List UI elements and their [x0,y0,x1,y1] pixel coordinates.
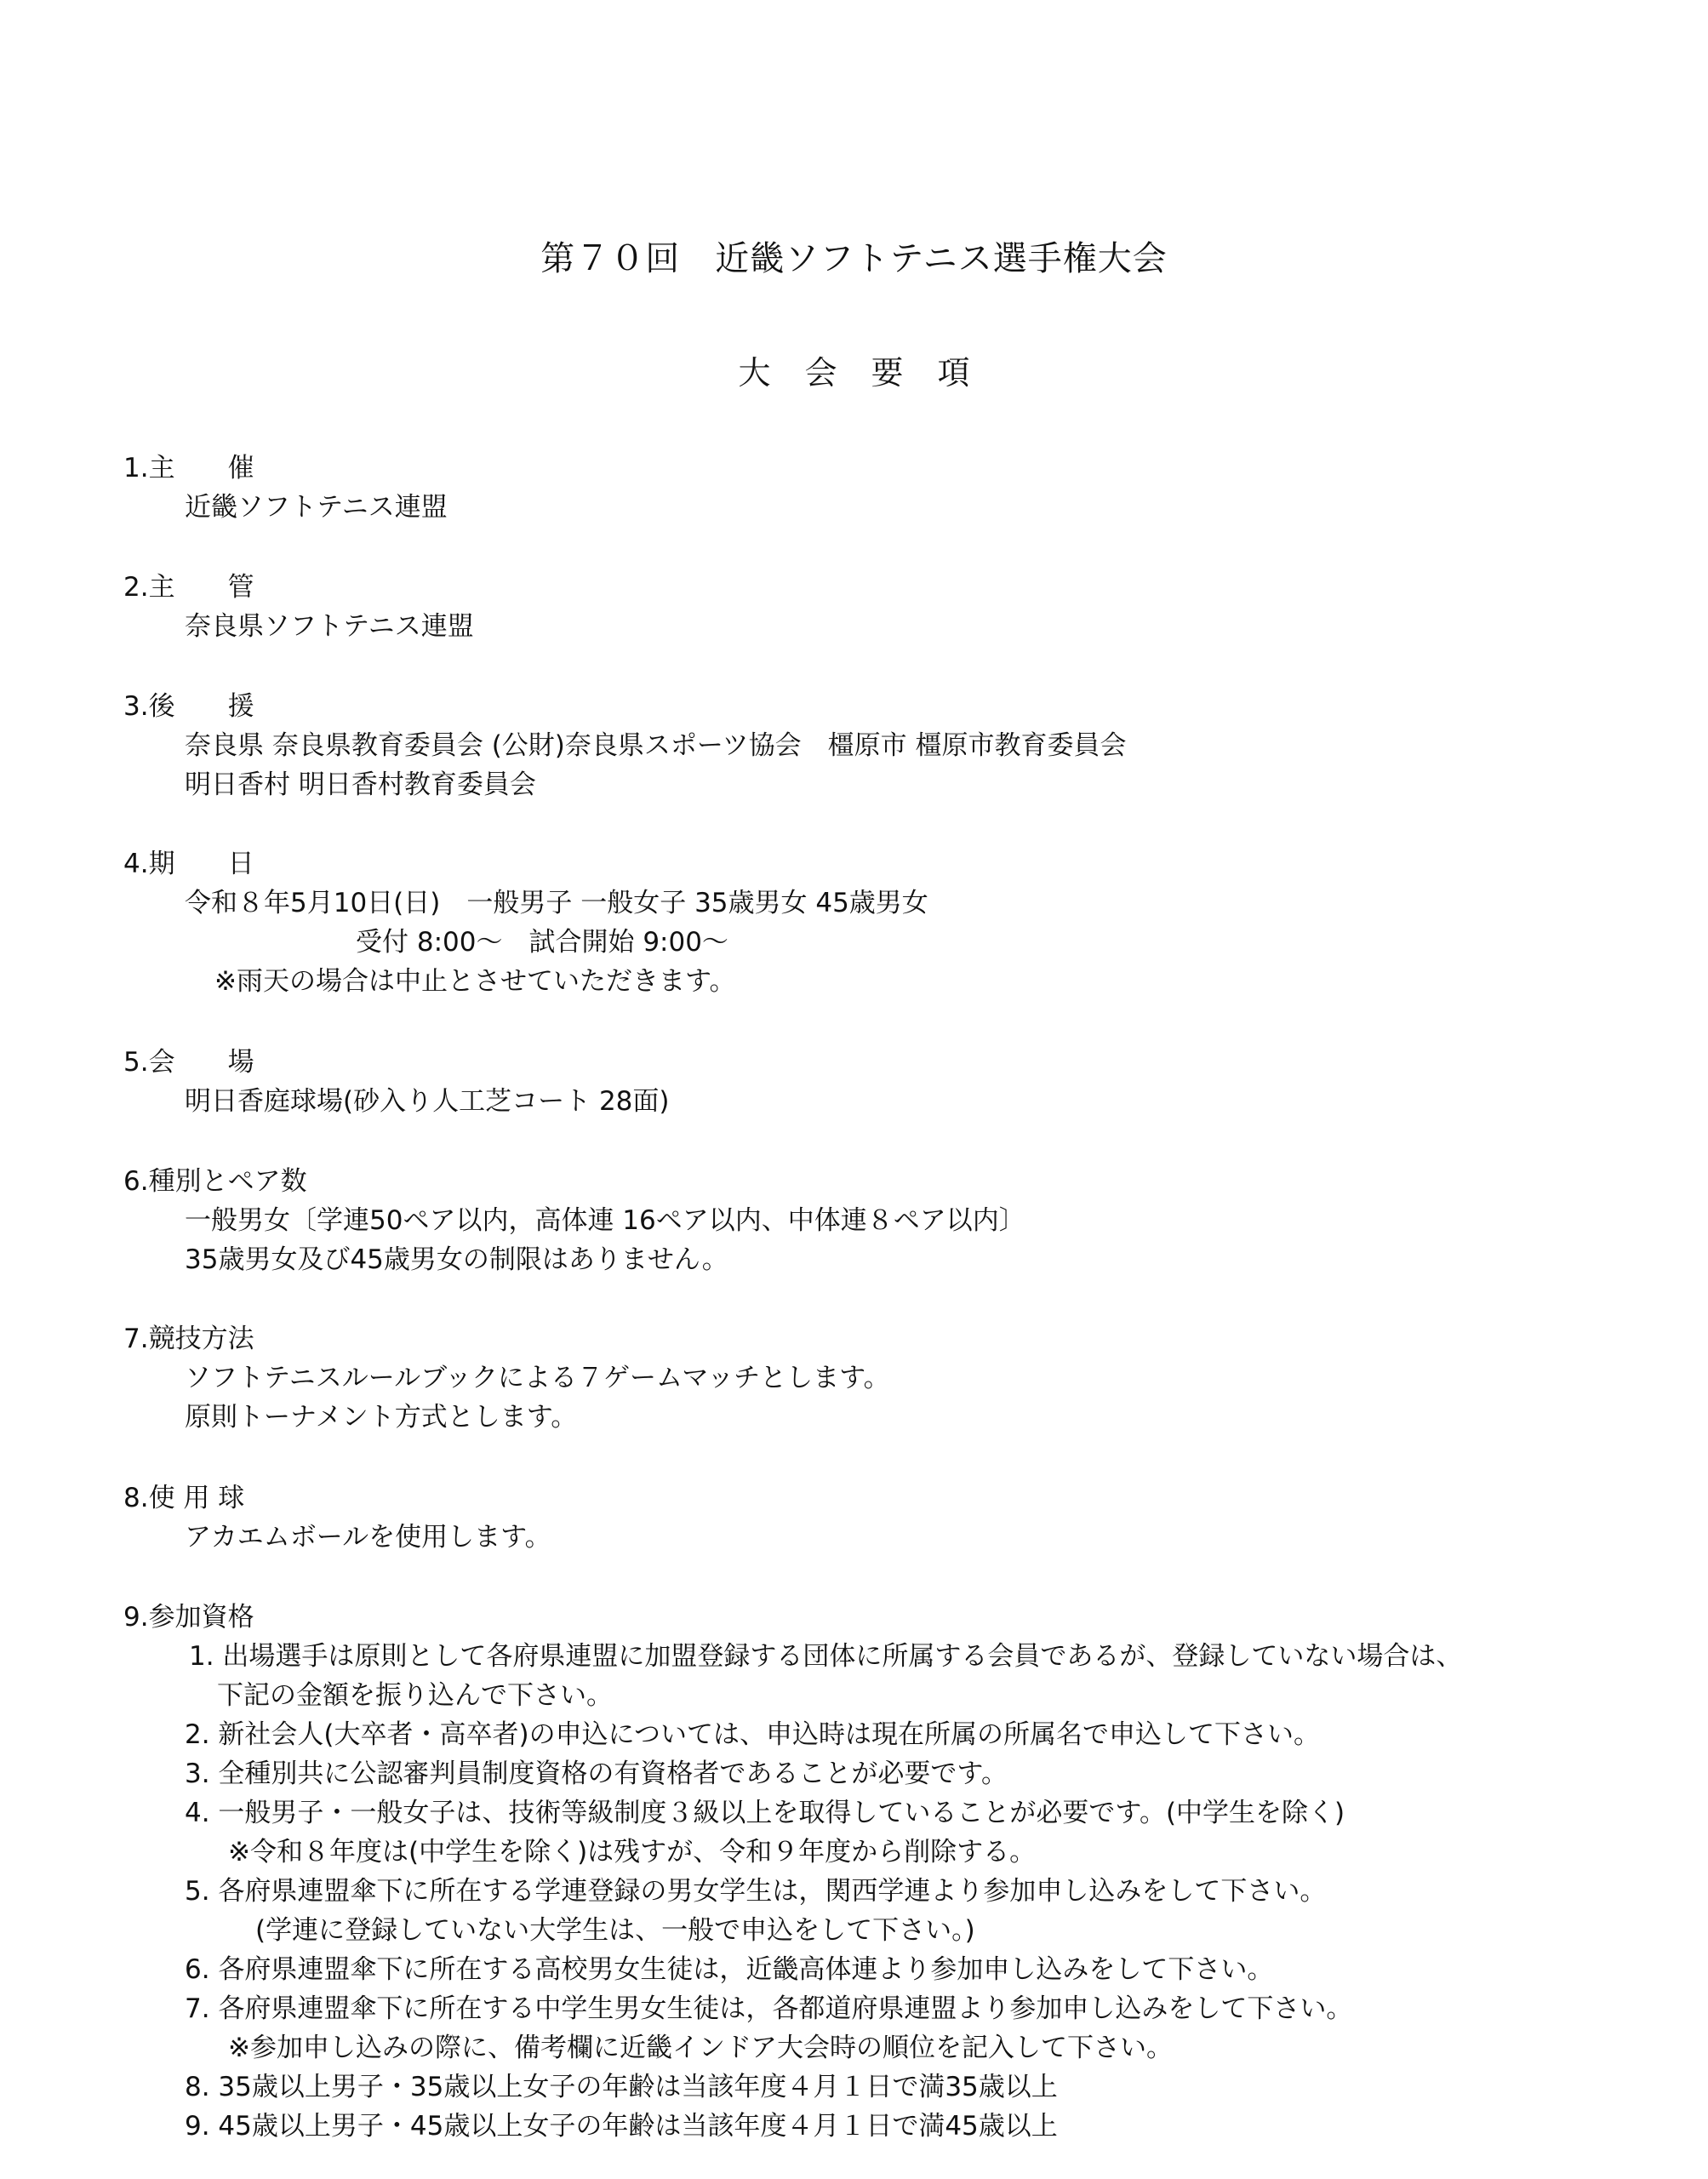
eligibility-item-cont: 下記の金額を振り込んで下さい。 [217,1680,613,1711]
eligibility-item: 1. 出場選手は原則として各府県連盟に加盟登録する団体に所属する会員であるが、登録していない場合は、 [189,1641,1463,1672]
section-text: 明日香庭球場(砂入り人工芝コート 28面) [185,1086,670,1117]
section-text: 奈良県ソフトテニス連盟 [185,611,474,642]
eligibility-item: 7. 各府県連盟傘下に所在する中学生男女生徒は，各都道府県連盟より参加申し込みをして下さい。 [185,1993,1353,2024]
eligibility-note: ※令和８年度は(中学生を除く)は残すが、令和９年度から削除する。 [228,1837,1037,1867]
eligibility-item: 4. 一般男子・一般女子は、技術等級制度３級以上を取得していることが必要です。(中学生を除く) [185,1798,1345,1828]
section-text: 奈良県 奈良県教育委員会 (公財)奈良県スポーツ協会 橿原市 橿原市教育委員会 [185,730,1127,761]
eligibility-item: 5. 各府県連盟傘下に所在する学連登録の男女学生は，関西学連より参加申し込みをして下さい。 [185,1876,1327,1907]
document-title: 第７０回 近畿ソフトテニス選手権大会 [540,239,1168,278]
section-text: アカエムボールを使用します。 [185,1522,551,1553]
eligibility-note: (学連に登録していない大学生は、一般で申込をして下さい。) [255,1915,975,1946]
section-text: 明日香村 明日香村教育委員会 [185,769,536,800]
section-heading-management: 2.主 管 [123,572,254,603]
section-heading-eligibility: 9.参加資格 [123,1602,254,1633]
section-heading-support: 3.後 援 [123,691,254,722]
section-text: 受付 8:00～ 試合開始 9:00～ [356,927,728,958]
section-heading-organizer: 1.主 催 [123,453,254,483]
section-heading-date: 4.期 日 [123,849,254,879]
section-note: ※雨天の場合は中止とさせていただきます。 [214,966,736,997]
section-heading-venue: 5.会 場 [123,1047,254,1078]
eligibility-item: 9. 45歳以上男子・45歳以上女子の年齢は当該年度４月１日で満45歳以上 [185,2111,1058,2142]
section-text: 35歳男女及び45歳男女の制限はありません。 [185,1244,728,1275]
eligibility-item: 8. 35歳以上男子・35歳以上女子の年齢は当該年度４月１日で満35歳以上 [185,2072,1058,2102]
section-text: 原則トーナメント方式とします。 [185,1402,578,1433]
section-text: 近畿ソフトテニス連盟 [185,492,448,523]
eligibility-note: ※参加申し込みの際に、備考欄に近畿インドア大会時の順位を記入して下さい。 [228,2033,1174,2063]
section-text: 令和８年5月10日(日) 一般男子 一般女子 35歳男女 45歳男女 [185,888,928,918]
section-text: 一般男女〔学連50ペア以内，高体連 16ペア以内、中体連８ペア以内〕 [185,1205,1025,1236]
section-heading-method: 7.競技方法 [123,1324,254,1354]
section-text: ソフトテニスルールブックによる７ゲームマッチとします。 [185,1363,890,1393]
section-heading-categories: 6.種別とペア数 [123,1166,307,1197]
eligibility-item: 6. 各府県連盟傘下に所在する高校男女生徒は，近畿高体連より参加申し込みをして下さい。 [185,1954,1274,1985]
document-subtitle: 大会要項 [738,354,1004,392]
eligibility-item: 2. 新社会人(大卒者・高卒者)の申込については、申込時は現在所属の所属名で申込して下さい。 [185,1719,1320,1750]
eligibility-item: 3. 全種別共に公認審判員制度資格の有資格者であることが必要です。 [185,1759,1008,1789]
section-heading-ball: 8.使 用 球 [123,1483,245,1513]
